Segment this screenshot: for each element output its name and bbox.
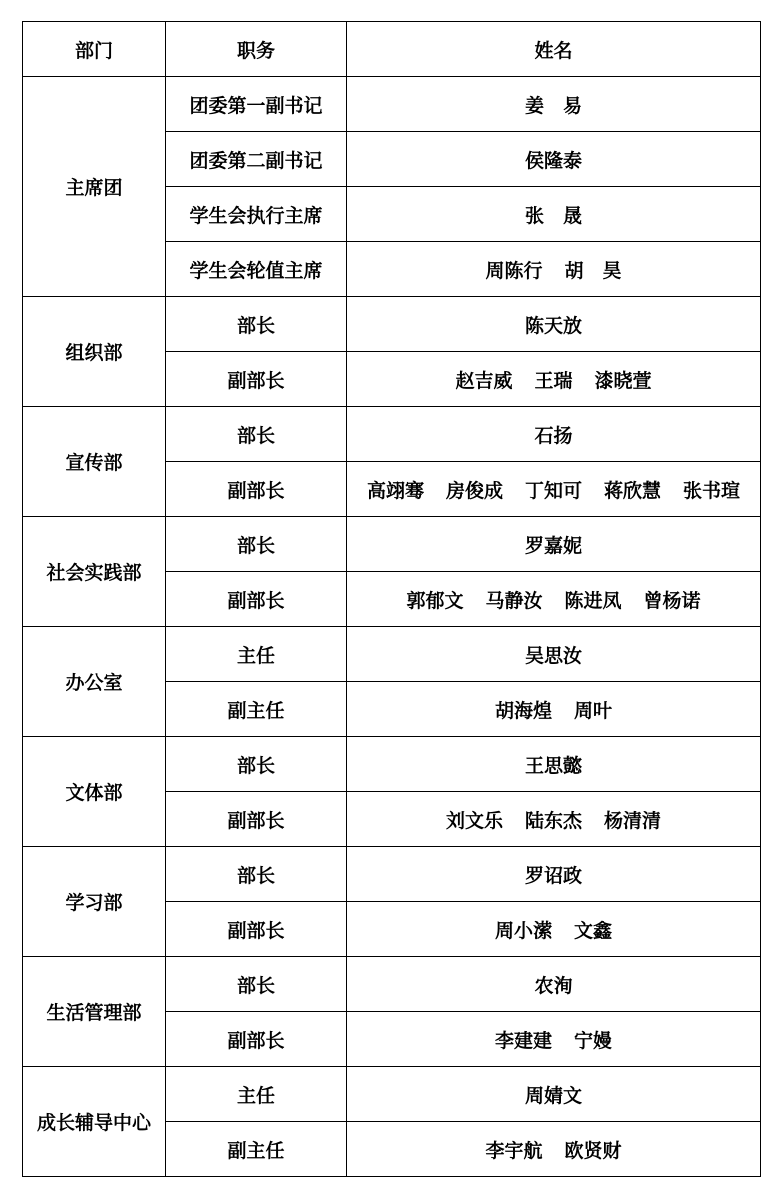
names-cell [347,407,761,462]
person-name: 周叶 [574,699,613,722]
person-name: 刘文乐 [445,809,503,832]
names-cell [347,77,761,132]
position-cell: 副部长 [166,792,347,847]
person-name: 蒋欣慧 [604,479,662,502]
names-cell [347,572,761,627]
position-cell: 部长 [166,847,347,902]
roster-table [22,21,761,1177]
person-name: 李宇航 [485,1139,543,1162]
person-name: 漆晓萱 [594,369,652,392]
person-name: 胡海煌 [494,699,552,722]
person-name: 马静汝 [485,589,543,612]
position-cell: 部长 [166,957,347,1012]
names-cell [347,682,761,737]
person-name: 侯隆泰 [524,149,582,172]
department-cell: 生活管理部 [23,957,166,1067]
position-cell: 部长 [166,737,347,792]
names-cell [347,242,761,297]
person-name: 郭郁文 [406,589,464,612]
roster-body [23,77,761,1177]
department-cell: 学习部 [23,847,166,957]
table-row [23,1067,761,1122]
person-name: 罗嘉妮 [524,534,582,557]
table-row [23,517,761,572]
department-cell: 文体部 [23,737,166,847]
names-cell [347,187,761,242]
position-cell: 副部长 [166,572,347,627]
header-position: 职务 [166,22,347,77]
header-row [23,22,761,77]
person-name: 陈天放 [524,314,582,337]
names-cell [347,462,761,517]
person-name: 王瑞 [534,369,573,392]
names-cell [347,627,761,682]
department-cell: 成长辅导中心 [23,1067,166,1177]
person-name: 周婧文 [524,1084,582,1107]
person-name: 宁嫚 [574,1029,613,1052]
person-name: 周小潆 [494,919,552,942]
person-name: 杨清清 [604,809,662,832]
person-name: 陆东杰 [524,809,582,832]
names-cell [347,847,761,902]
person-name: 王思懿 [524,754,582,777]
position-cell: 团委第一副书记 [166,77,347,132]
person-name: 罗诏政 [524,864,582,887]
person-name: 吴思汝 [524,644,582,667]
person-name: 石扬 [534,424,573,447]
department-cell: 组织部 [23,297,166,407]
position-cell: 主任 [166,1067,347,1122]
person-name: 文鑫 [574,919,613,942]
position-cell: 副部长 [166,462,347,517]
position-cell: 团委第二副书记 [166,132,347,187]
names-cell [347,737,761,792]
names-cell [347,902,761,957]
department-cell: 社会实践部 [23,517,166,627]
names-cell [347,1067,761,1122]
person-name: 张书瑄 [683,479,741,502]
names-cell [347,352,761,407]
names-cell [347,297,761,352]
table-row [23,957,761,1012]
person-name: 赵吉威 [455,369,513,392]
person-name: 李建建 [494,1029,552,1052]
person-name: 胡 昊 [564,259,622,282]
header-name: 姓名 [347,22,761,77]
table-row [23,77,761,132]
position-cell: 部长 [166,517,347,572]
position-cell: 副主任 [166,1122,347,1177]
person-name: 姜 易 [524,94,582,117]
table-row [23,737,761,792]
person-name: 陈进凤 [564,589,622,612]
table-row [23,407,761,462]
names-cell [347,517,761,572]
names-cell [347,1122,761,1177]
position-cell: 部长 [166,297,347,352]
person-name: 高翊骞 [366,479,424,502]
person-name: 曾杨诺 [643,589,701,612]
names-cell [347,957,761,1012]
position-cell: 副主任 [166,682,347,737]
person-name: 丁知可 [524,479,582,502]
names-cell [347,132,761,187]
person-name: 张 晟 [524,204,582,227]
position-cell: 部长 [166,407,347,462]
table-row [23,297,761,352]
position-cell: 主任 [166,627,347,682]
table-row [23,847,761,902]
header-department: 部门 [23,22,166,77]
person-name: 周陈行 [485,259,543,282]
position-cell: 学生会执行主席 [166,187,347,242]
person-name: 欧贤财 [564,1139,622,1162]
position-cell: 副部长 [166,1012,347,1067]
names-cell [347,1012,761,1067]
position-cell: 学生会轮值主席 [166,242,347,297]
department-cell: 主席团 [23,77,166,297]
table-row [23,627,761,682]
department-cell: 办公室 [23,627,166,737]
position-cell: 副部长 [166,902,347,957]
person-name: 农洵 [534,974,573,997]
names-cell [347,792,761,847]
department-cell: 宣传部 [23,407,166,517]
position-cell: 副部长 [166,352,347,407]
person-name: 房俊成 [445,479,503,502]
